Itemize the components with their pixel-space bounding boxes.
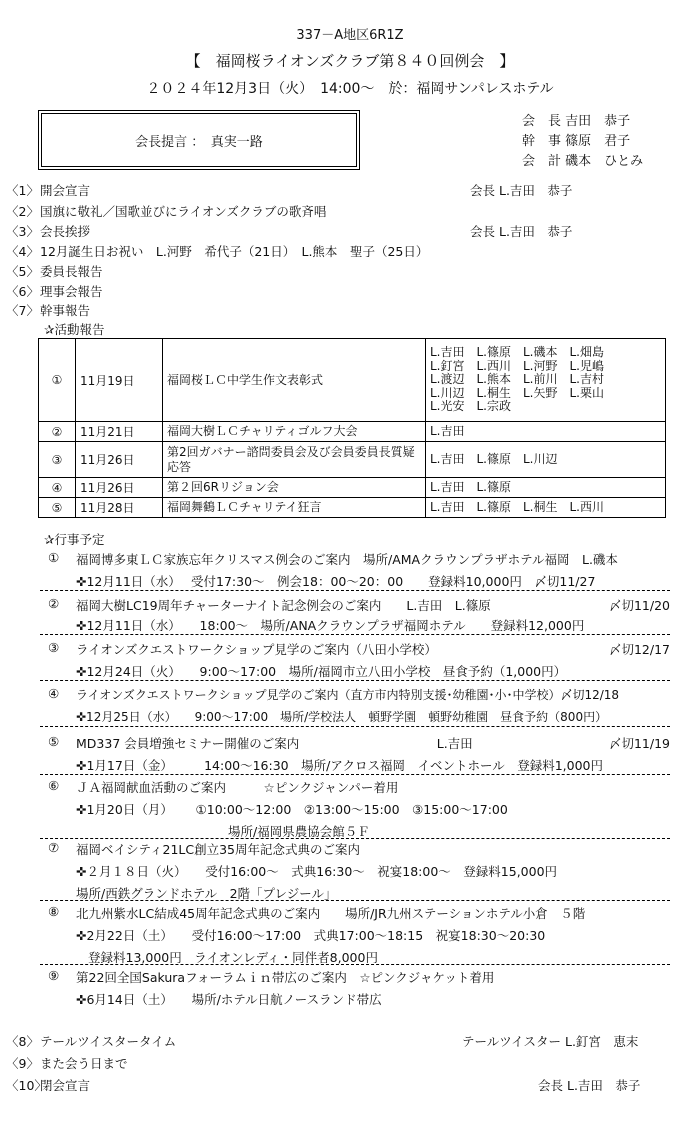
table-row: ① 11月19日 福岡桜ＬＣ中学生作文表彰式 L.吉田 L.篠原 L.磯本 L.畑島 L.釘宮 L.西川 L.河野 L.児嶋 L.渡辺 L.熊本 L.前川 L.吉村 L.川辺 L.桐生 L.矢野 L.栗山 L.光安 L.宗政 bbox=[39, 339, 666, 422]
officers-list bbox=[522, 112, 643, 172]
activity-heading: ✰活動報告 bbox=[44, 322, 105, 337]
officer-secretary: 幹 事 篠原 君子 bbox=[522, 134, 631, 149]
agenda-item: 〈9〉また会う日まで bbox=[6, 1056, 128, 1071]
activity-table bbox=[38, 338, 666, 518]
table-row: ② 11月21日 福岡大樹ＬＣチャリティゴルフ大会 L.吉田 bbox=[39, 422, 666, 442]
meeting-datetime: ２０２４年12月3日（火） 14:00～ 於：福岡サンパレスホテル bbox=[146, 81, 554, 97]
agenda-item-speaker: 会長 L.吉田 恭子 bbox=[470, 224, 573, 239]
agenda-item: 〈1〉開会宣言 bbox=[6, 183, 91, 198]
table-row: ⑤ 11月28日 福岡舞鶴ＬＣチャリテイ狂言 L.吉田 L.篠原 L.桐生 L.西川 bbox=[39, 498, 666, 518]
agenda-item-speaker: テールツイスター L.釘宮 恵末 bbox=[462, 1034, 639, 1049]
agenda-item-speaker: 会長 L.吉田 恭子 bbox=[470, 183, 573, 198]
agenda-item: 〈10〉閉会宣言 bbox=[6, 1078, 91, 1093]
schedule-heading: ✰行事予定 bbox=[44, 532, 105, 547]
agenda-item-speaker: 会長 L.吉田 恭子 bbox=[538, 1078, 641, 1093]
table-row: ④ 11月26日 第２回6Rリジョン会 L.吉田 L.篠原 bbox=[39, 478, 666, 498]
table-row: ③ 11月26日 第2回ガバナー諮問委員会及び会員委員長質疑応答 L.吉田 L.篠原 L.川辺 bbox=[39, 442, 666, 478]
agenda-item: 〈2〉国旗に敬礼／国歌並びにライオンズクラブの歌斉唱 bbox=[6, 204, 327, 219]
agenda-item: 〈5〉委員長報告 bbox=[6, 264, 103, 279]
district-label: 337－A地区6R1Z bbox=[296, 28, 404, 43]
agenda-item: 〈6〉理事会報告 bbox=[6, 284, 103, 299]
agenda-item: 〈4〉12月誕生日お祝い L.河野 希代子（21日） L.熊本 聖子（25日） bbox=[6, 244, 429, 259]
agenda-item: 〈8〉テールツイスタータイム bbox=[6, 1034, 177, 1049]
page-title: 【 福岡桜ライオンズクラブ第８４０回例会 】 bbox=[185, 52, 515, 70]
officer-president: 会 長 吉田 恭子 bbox=[522, 114, 631, 129]
president-motto: 会長提言 ： 真実一路 bbox=[135, 135, 263, 150]
officer-treasurer: 会 計 磯本 ひとみ bbox=[522, 154, 644, 169]
agenda-item: 〈7〉幹事報告 bbox=[6, 303, 91, 318]
agenda-item: 〈3〉会長挨拶 bbox=[6, 224, 91, 239]
president-motto-box bbox=[38, 110, 360, 170]
